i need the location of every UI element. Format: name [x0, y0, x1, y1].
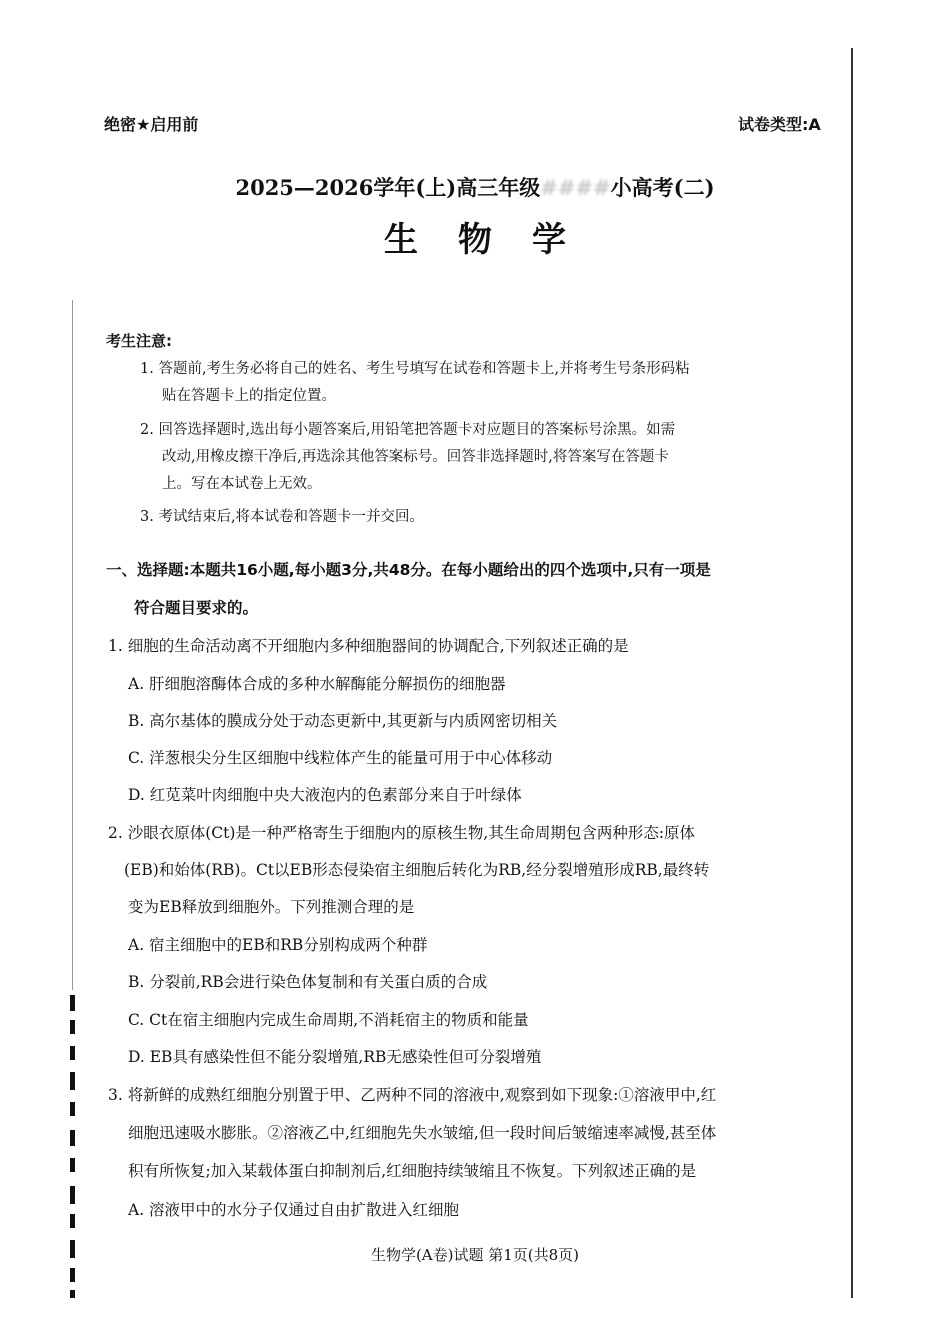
- question-2-option-c: C. Ct在宿主细胞内完成生命周期,不消耗宿主的物质和能量: [128, 1011, 529, 1029]
- question-2-option-a: A. 宿主细胞中的EB和RB分别构成两个种群: [128, 936, 428, 954]
- question-1-option-b: B. 高尔基体的膜成分处于动态更新中,其更新与内质网密切相关: [128, 712, 558, 730]
- question-2-stem: (EB)和始体(RB)。Ct以EB形态侵染宿主细胞后转化为RB,经分裂增殖形成RB,最终转: [124, 861, 710, 879]
- scan-margin-line: [72, 300, 73, 990]
- question-3-stem: 3. 将新鲜的成熟红细胞分别置于甲、乙两种不同的溶液中,观察到如下现象:①溶液甲中,红: [108, 1086, 717, 1104]
- question-2-stem: 2. 沙眼衣原体(Ct)是一种严格寄生于细胞内的原核生物,其生命周期包含两种形态:原体: [108, 824, 696, 842]
- notice-line: 上。写在本试卷上无效。: [162, 476, 322, 492]
- exam-title-obscured: ####: [540, 175, 611, 200]
- question-2-stem: 变为EB释放到细胞外。下列推测合理的是: [128, 898, 415, 916]
- question-3-stem: 细胞迅速吸水膨胀。②溶液乙中,红细胞先失水皱缩,但一段时间后皱缩速率减慢,甚至体: [128, 1124, 717, 1142]
- question-2-option-d: D. EB具有感染性但不能分裂增殖,RB无感染性但可分裂增殖: [128, 1048, 542, 1066]
- section-heading: 一、选择题:本题共16小题,每小题3分,共48分。在每小题给出的四个选项中,只有一项是: [106, 561, 711, 579]
- question-1-option-c: C. 洋葱根尖分生区细胞中线粒体产生的能量可用于中心体移动: [128, 749, 553, 767]
- question-3-stem: 积有所恢复;加入某载体蛋白抑制剂后,红细胞持续皱缩且不恢复。下列叙述正确的是: [128, 1162, 697, 1180]
- question-1-option-d: D. 红苋菜叶肉细胞中央大液泡内的色素部分来自于叶绿体: [128, 786, 522, 804]
- notice-line: 1. 答题前,考生务必将自己的姓名、考生号填写在试卷和答题卡上,并将考生号条形码粘: [140, 361, 690, 377]
- exam-title: [0, 172, 950, 202]
- notice-line: 3. 考试结束后,将本试卷和答题卡一并交回。: [140, 509, 425, 525]
- question-2-option-b: B. 分裂前,RB会进行染色体复制和有关蛋白质的合成: [128, 973, 488, 991]
- question-1-option-a: A. 肝细胞溶酶体合成的多种水解酶能分解损伤的细胞器: [128, 675, 506, 693]
- question-3-option-a: A. 溶液甲中的水分子仅通过自由扩散进入红细胞: [128, 1201, 460, 1219]
- notice-heading: 考生注意:: [106, 332, 172, 350]
- section-heading-cont: 符合题目要求的。: [134, 599, 259, 617]
- question-1-stem: 1. 细胞的生命活动离不开细胞内多种细胞器间的协调配合,下列叙述正确的是: [108, 637, 629, 655]
- paper-type-label: 试卷类型:A: [738, 115, 821, 134]
- subject-title: 生物学: [384, 220, 606, 260]
- notice-line: 2. 回答选择题时,选出每小题答案后,用铅笔把答题卡对应题目的答案标号涂黑。如需: [140, 422, 676, 438]
- confidential-label: 绝密★启用前: [104, 115, 199, 134]
- notice-line: 改动,用橡皮擦干净后,再选涂其他答案标号。回答非选择题时,将答案写在答题卡: [162, 449, 669, 465]
- notice-line: 贴在答题卡上的指定位置。: [162, 388, 336, 404]
- exam-title-suffix: 小高考(二): [610, 175, 715, 200]
- exam-title-prefix: 2025—2026学年(上)高三年级: [235, 175, 541, 200]
- page-footer: 生物学(A卷)试题 第1页(共8页): [370, 1246, 580, 1264]
